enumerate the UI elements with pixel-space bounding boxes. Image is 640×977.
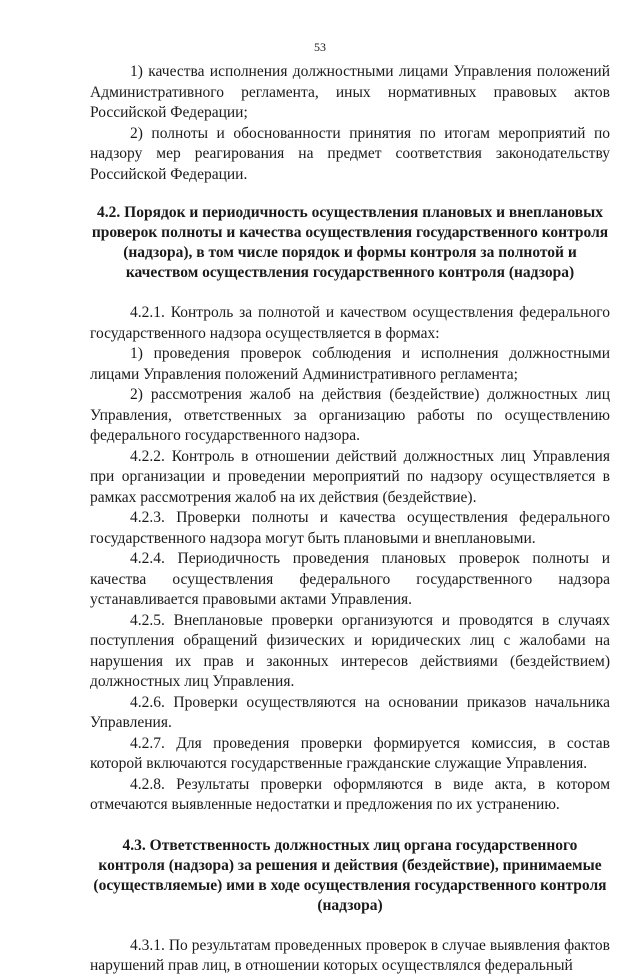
page-content — [90, 62, 610, 977]
paragraph-4-2-1: 4.2.1. Контроль за полнотой и качеством осуществления федерального государственного надзора осуществляется в формах: — [90, 304, 610, 342]
paragraph-4-2-1-item-2: 2) рассмотрения жалоб на действия (бездействие) должностных лиц Управления, ответственных за организацию работы по осуществлению федерального государственного надзора. — [90, 386, 610, 444]
paragraph-4-2-7: 4.2.7. Для проведения проверки формируется комиссия, в состав которой включаются государственные гражданские служащие Управления. — [90, 734, 610, 772]
intro-paragraph-1: 1) качества исполнения должностными лицами Управления положений Административного регламента, иных нормативных правовых актов Российской Федерации; — [90, 63, 610, 121]
paragraph-4-2-6: 4.2.6. Проверки осуществляются на основании приказов начальника Управления. — [90, 693, 610, 731]
paragraph-4-3-1: 4.3.1. По результатам проведенных проверок в случае выявления фактов нарушений прав лиц, в отношении которых осуществлялся федеральный — [90, 936, 610, 974]
paragraph-4-2-5: 4.2.5. Внеплановые проверки организуются и проводятся в случаях поступления обращений физических и юридических лиц с жалобами на нарушения их прав и законных интересов действиями (бездействием) должностных лиц Управления. — [90, 611, 610, 690]
paragraph-4-2-1-item-1: 1) проведения проверок соблюдения и исполнения должностными лицами Управления положений Административного регламента; — [90, 345, 610, 383]
intro-paragraph-2: 2) полноты и обоснованности принятия по итогам мероприятий по надзору мер реагирования на предмет соответствия законодательству Российской Федерации. — [90, 124, 610, 183]
paragraph-4-2-3: 4.2.3. Проверки полноты и качества осуществления федерального государственного надзора могут быть плановыми и внеплановыми. — [90, 509, 610, 547]
page-number: 53 — [314, 40, 326, 54]
paragraph-4-2-4: 4.2.4. Периодичность проведения плановых проверок полноты и качества осуществления федерального государственного надзора устанавливается правовыми актами Управления. — [90, 550, 610, 608]
section-4-2-heading: 4.2. Порядок и периодичность осуществления плановых и внеплановых проверок полноты и качества осуществления государственного контроля (надзора), в том числе порядок и формы контроля за полнотой и качеством осуществления государственного контроля (надзора) — [91, 204, 609, 281]
paragraph-4-2-2: 4.2.2. Контроль в отношении действий должностных лиц Управления при организации и проведении мероприятий по надзору осуществляется в рамках рассмотрения жалоб на их действия (бездействие). — [90, 447, 610, 506]
section-4-3-heading: 4.3. Ответственность должностных лиц органа государственного контроля (надзора) за решения и действия (бездействие), принимаемые (осуществляемые) ими в ходе осуществления государственного контроля (надзора) — [93, 836, 607, 914]
paragraph-4-2-8: 4.2.8. Результаты проверки оформляются в виде акта, в котором отмечаются выявленные недостатки и предложения по их устранению. — [90, 775, 610, 813]
